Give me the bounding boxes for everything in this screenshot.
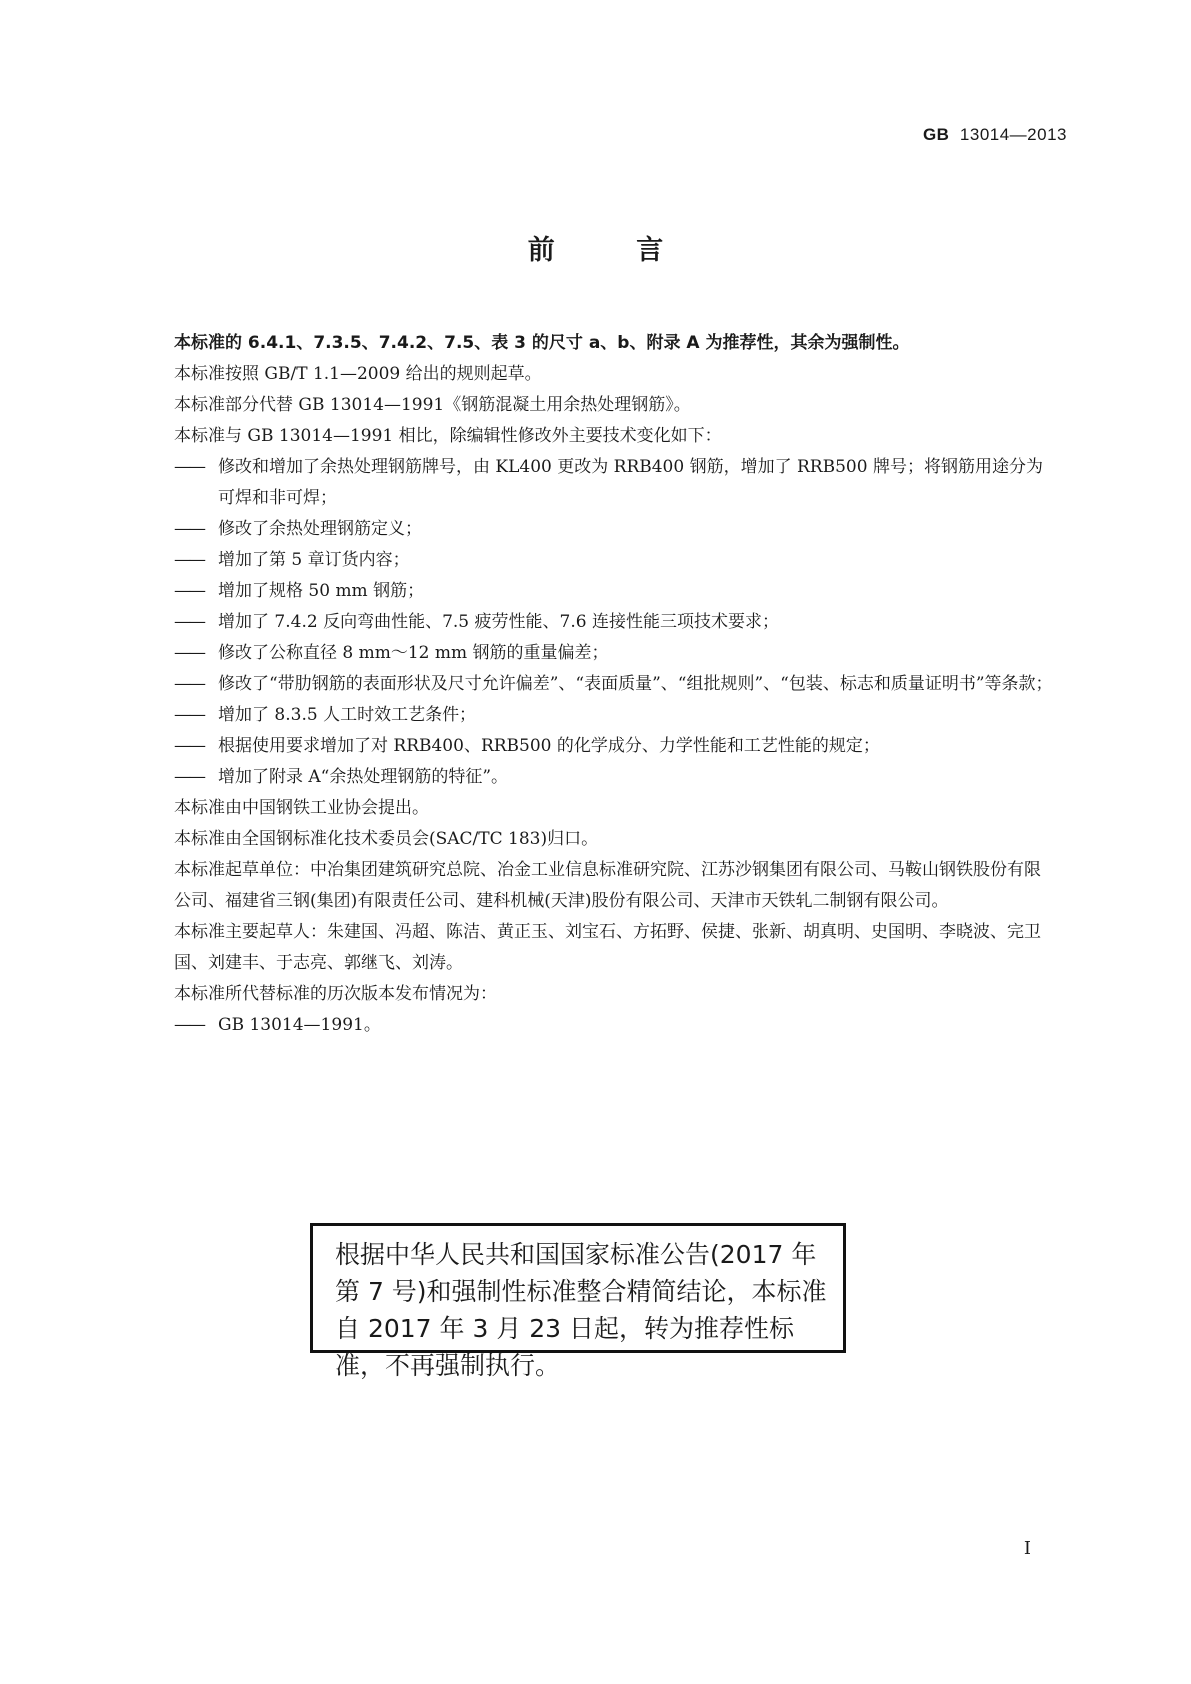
- list-item: [174, 607, 1054, 638]
- list-item-text: 修改了“带肋钢筋的表面形状及尺寸允许偏差”、“表面质量”、“组批规则”、“包装、标志和质量证明书”等条款；: [218, 674, 1053, 694]
- list-item-text: 增加了附录 A“余热处理钢筋的特征”。: [218, 767, 509, 787]
- dash-mark: ——: [174, 705, 204, 725]
- dash-mark: ——: [174, 736, 204, 756]
- paragraph: 本标准由全国钢标准化技术委员会(SAC/TC 183)归口。: [174, 829, 599, 849]
- list-item: [174, 576, 1054, 607]
- paragraph: 本标准与 GB 13014—1991 相比，除编辑性修改外主要技术变化如下：: [174, 426, 722, 446]
- list-item: [174, 545, 1054, 576]
- standard-number: [923, 125, 1067, 145]
- paragraph: 本标准的 6.4.1、7.3.5、7.4.2、7.5、表 3 的尺寸 a、b、附录 A 为推荐性，其余为强制性。: [174, 333, 910, 353]
- paragraph: 本标准所代替标准的历次版本发布情况为：: [174, 984, 497, 1004]
- dash-mark: ——: [174, 550, 204, 570]
- list-item: [174, 514, 1054, 545]
- paragraph: 本标准起草单位：中冶集团建筑研究总院、冶金工业信息标准研究院、江苏沙钢集团有限公司、马鞍山钢铁股份有限公司、福建省三钢(集团)有限责任公司、建科机械(天津)股份有限公司、天津市天铁轧二制钢有限公司。: [174, 860, 1041, 911]
- dash-mark: ——: [174, 767, 204, 787]
- list-item: [174, 638, 1054, 669]
- list-item-text: 增加了第 5 章订货内容；: [218, 550, 410, 570]
- list-item: [174, 762, 1054, 793]
- list-item: [174, 1010, 1054, 1041]
- standard-prefix: GB: [922, 125, 950, 144]
- page-number: I: [1023, 1538, 1031, 1559]
- list-item-text: 根据使用要求增加了对 RRB400、RRB500 的化学成分、力学性能和工艺性能的规定；: [218, 736, 880, 756]
- list-item-text: GB 13014—1991。: [218, 1015, 381, 1035]
- list-item-text: 修改了公称直径 8 mm～12 mm 钢筋的重量偏差；: [218, 643, 609, 663]
- list-item-text: 增加了规格 50 mm 钢筋；: [218, 581, 425, 601]
- dash-mark: ——: [174, 457, 204, 477]
- dash-mark: ——: [174, 643, 204, 663]
- list-item-text: 修改和增加了余热处理钢筋牌号，由 KL400 更改为 RRB400 钢筋，增加了 RRB500 牌号；将钢筋用途分为可焊和非可焊；: [218, 457, 1043, 508]
- standard-code: 13014—2013: [959, 125, 1067, 144]
- dash-mark: ——: [174, 674, 204, 694]
- notice-box: 根据中华人民共和国国家标准公告(2017 年第 7 号)和强制性标准整合精简结论，本标准自 2017 年 3 月 23 日起，转为推荐性标准，不再强制执行。: [310, 1223, 846, 1353]
- list-item-text: 增加了 7.4.2 反向弯曲性能、7.5 疲劳性能、7.6 连接性能三项技术要求；: [218, 612, 779, 632]
- list-item: [174, 731, 1054, 762]
- paragraph: 本标准按照 GB/T 1.1—2009 给出的规则起草。: [174, 364, 542, 384]
- paragraph: 本标准部分代替 GB 13014—1991《钢筋混凝土用余热处理钢筋》。: [174, 395, 691, 415]
- page-title: 前 言: [527, 235, 700, 266]
- dash-mark: ——: [174, 1015, 204, 1035]
- foreword-body: [174, 328, 1054, 1041]
- dash-mark: ——: [174, 612, 204, 632]
- list-item: [174, 452, 1054, 514]
- paragraph: 本标准由中国钢铁工业协会提出。: [174, 798, 429, 818]
- paragraph: 本标准主要起草人：朱建国、冯超、陈洁、黄正玉、刘宝石、方拓野、侯捷、张新、胡真明、史国明、李晓波、完卫国、刘建丰、于志亮、郭继飞、刘涛。: [174, 922, 1041, 973]
- list-item: [174, 700, 1054, 731]
- list-item: [174, 669, 1054, 700]
- dash-mark: ——: [174, 519, 204, 539]
- dash-mark: ——: [174, 581, 204, 601]
- list-item-text: 增加了 8.3.5 人工时效工艺条件；: [218, 705, 477, 725]
- list-item-text: 修改了余热处理钢筋定义；: [218, 519, 422, 539]
